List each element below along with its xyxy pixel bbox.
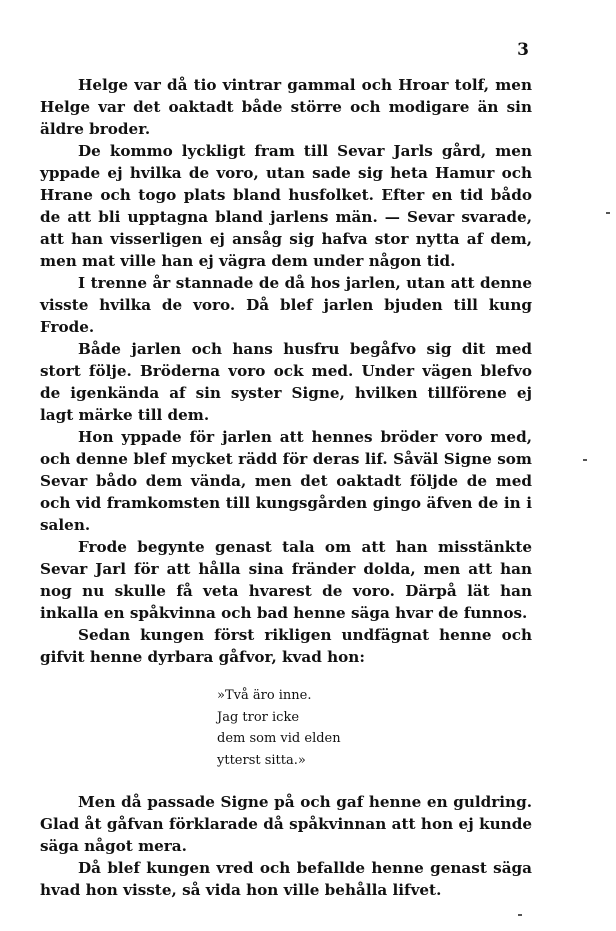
verse-line: »Två äro inne.: [217, 688, 312, 703]
print-mark: [518, 914, 522, 916]
paragraph: I trenne år stannade de då hos jarlen, utan att denne visste hvilka de voro. Då blef jarlen bjuden till kung Frode.: [40, 274, 532, 336]
paragraph: Både jarlen och hans husfru begåfvo sig dit med stort följe. Bröderna voro ock med. Under vägen blefvo de igenkända af sin syster Signe, hvilken tillförene ej lagt märke till dem.: [40, 340, 532, 424]
page-number: 3: [517, 40, 529, 60]
print-mark: [606, 212, 610, 214]
paragraph: Frode begynte genast tala om att han misstänkte Sevar Jarl för att hålla sina fränder dolda, men att han nog nu skulle få veta hvarest de voro. Därpå lät han inkalla en spåkvinna och bad henne säga hvar de funnos.: [40, 538, 532, 622]
verse-block: [217, 685, 532, 771]
paragraph: Helge var då tio vintrar gammal och Hroar tolf, men Helge var det oaktadt både större och modigare än sin äldre broder.: [40, 76, 532, 138]
paragraph: Men då passade Signe på och gaf henne en guldring. Glad åt gåfvan förklarade då spåkvinnan att hon ej kunde säga något mera.: [40, 793, 532, 855]
verse-line: Jag tror icke: [217, 709, 300, 725]
print-mark: [583, 459, 587, 461]
paragraph: Då blef kungen vred och befallde henne genast säga hvad hon visste, så vida hon ville behålla lifvet.: [40, 859, 532, 899]
body-text: [40, 74, 532, 901]
paragraph: Sedan kungen först rikligen undfägnat henne och gifvit henne dyrbara gåfvor, kvad hon:: [40, 626, 532, 666]
verse-line: dem som vid elden: [217, 731, 341, 746]
verse-line: ytterst sitta.»: [217, 752, 306, 768]
paragraph: De kommo lyckligt fram till Sevar Jarls gård, men yppade ej hvilka de voro, utan sade sig heta Hamur och Hrane och togo plats bland husfolket. Efter en tid bådo de att bli upptagna bland jarlens män. — Sevar svarade, att han visserligen ej ansåg sig hafva stor nytta af dem, men mat ville han ej vägra dem under någon tid.: [40, 142, 532, 270]
paragraph: Hon yppade för jarlen att hennes bröder voro med, och denne blef mycket rädd för deras lif. Såväl Signe som Sevar bådo dem vända, men det oaktadt följde de med och vid framkomsten till kungsgården gingo äfven de in i salen.: [40, 428, 532, 534]
